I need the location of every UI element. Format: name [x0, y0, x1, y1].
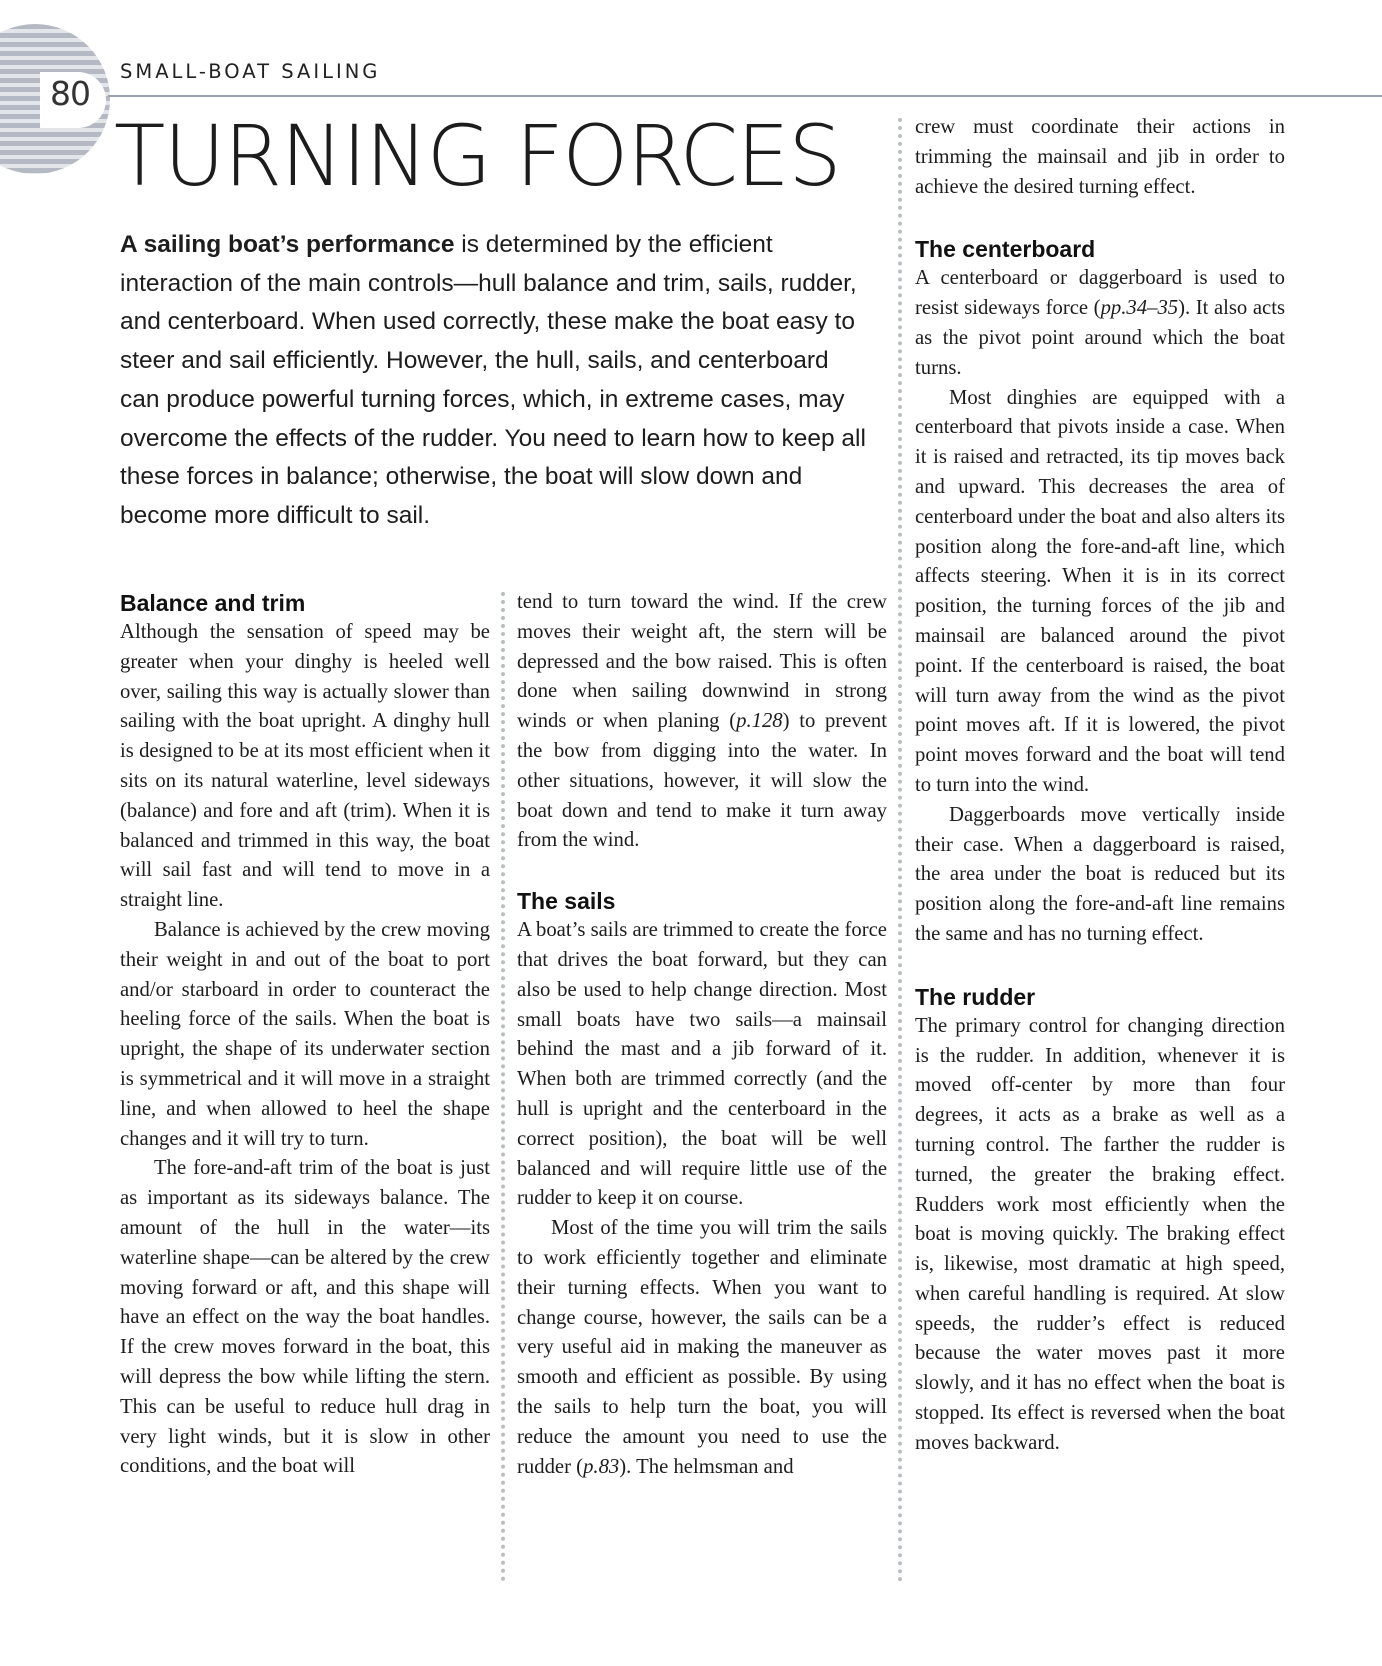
section-title: SMALL-BOAT SAILING: [120, 60, 381, 83]
page-title: TURNING FORCES: [114, 107, 841, 205]
balance-trim-paragraph-1: Although the sensation of speed may be greater when your dinghy is heeled well over, sailing this way is actually slower than sailing with the boat upright. A dinghy hull is designed to be at its most efficient when it sits on its natural waterline, level sideways (balance) and fore and aft (trim). When it is balanced and trimmed in this way, the boat will sail fast and will tend to move in a straight line.: [120, 621, 490, 912]
text-run: Most of the time you will trim the sails to work efficiently together and eliminate their turning effects. When you want to change course, however, the sails can be a very useful aid in making the maneuver as smooth and efficient as possible. By using the sails to help turn the boat, you will reduce the amount you need to use the rudder (: [517, 1217, 887, 1478]
sails-paragraph-2-continued: crew must coordinate their actions in trimming the mainsail and jib in order to achieve the desired turning effect.: [915, 116, 1285, 198]
heading-rudder: The rudder: [915, 983, 1036, 1010]
text-run: A centerboard or daggerboard is used to resist sideways force (: [915, 267, 1285, 320]
header-rule: [108, 95, 1382, 97]
column-3: [915, 113, 1285, 1459]
intro-lead: A sailing boat’s performance: [120, 231, 455, 258]
centerboard-paragraph-3: Daggerboards move vertically inside their case. When a daggerboard is raised, the area under the boat is reduced but its position along the fore-and-aft line remains the same and has no turning effect.: [915, 803, 1285, 945]
spacer: [517, 856, 887, 886]
column-2: [517, 588, 887, 1482]
heading-centerboard: The centerboard: [915, 236, 1096, 263]
centerboard-paragraph-1: [915, 264, 1285, 383]
intro-paragraph: [120, 226, 868, 536]
column-1: [120, 588, 490, 1482]
balance-trim-paragraph-3-continued: [517, 588, 887, 856]
balance-trim-paragraph-2: Balance is achieved by the crew moving their weight in and out of the boat to port and/or starboard in order to counteract the heeling force of the sails. When the boat is upright, the shape of its underwater section is symmetrical and it will move in a straight line, and when allowed to heel the shape changes and it will try to turn.: [120, 918, 490, 1150]
spacer: [915, 950, 1285, 982]
rudder-paragraph-1: The primary control for changing direction is the rudder. In addition, whenever it is moved off-center by more than four degrees, it acts as a brake as well as a turning control. The farther the rudder is turned, the greater the braking effect. Rudders work most efficiently when the boat is moving quickly. The braking effect is, likewise, most dramatic at high speed, when careful handling is required. At slow speeds, the rudder’s effect is reduced because the water moves past it more slowly, and it has no effect when the boat is stopped. Its effect is reversed when the boat moves backward.: [915, 1014, 1285, 1454]
page-reference: p.83: [583, 1455, 620, 1478]
page-reference: p.128: [736, 710, 783, 733]
spacer: [915, 202, 1285, 234]
balance-trim-paragraph-3: The fore-and-aft trim of the boat is just as important as its sideways balance. The amount of the hull in the water—its waterline shape—can be altered by the crew moving forward or aft, and this shape will have an effect on the way the boat handles. If the crew moves forward in the boat, this will depress the bow while lifting the stern. This can be useful to reduce hull drag in very light winds, but it is slow in other conditions, and the boat will: [120, 1157, 490, 1478]
sails-paragraph-2: [517, 1214, 887, 1482]
text-run: tend to turn toward the wind. If the crew moves their weight aft, the stern will be depressed and the bow raised. This is often done when sailing downwind in strong winds or when planing (: [517, 591, 887, 733]
text-run: ) to prevent the bow from digging into the water. In other situations, however, it will slow the boat down and tend to make it turn away from the wind.: [517, 710, 887, 852]
column-divider-1: [501, 592, 505, 1582]
page-reference: pp.34–35: [1100, 297, 1179, 320]
text-run: ). The helmsman and: [619, 1455, 794, 1478]
sails-paragraph-1: A boat’s sails are trimmed to create the force that drives the boat forward, but they can also be used to help change direction. Most small boats have two sails—a mainsail behind the mast and a jib forward of it. When both are trimmed correctly (and the hull is upright and the centerboard in the correct position), the boat will be well balanced and will require little use of the rudder to keep it on course.: [517, 919, 887, 1210]
column-divider-2: [898, 118, 902, 1583]
centerboard-paragraph-2: Most dinghies are equipped with a centerboard that pivots inside a case. When it is raised and retracted, its tip moves back and upward. This decreases the area of centerboard under the boat and also alters its position along the fore-and-aft line, which affects steering. When it is in its correct position, the turning forces of the jib and mainsail are balanced around the pivot point. If the centerboard is raised, the boat will turn away from the wind as the pivot point moves aft. If it is lowered, the pivot point moves forward and the boat will tend to turn into the wind.: [915, 386, 1285, 796]
text-run: ). It also acts as the pivot point around which the boat turns.: [915, 297, 1285, 379]
intro-text: is determined by the efficient interaction of the main controls—hull balance and trim, sails, rudder, and centerboard. When used correctly, these make the boat easy to steer and sail efficiently. However, the hull, sails, and centerboard can produce powerful turning forces, which, in extreme cases, may overcome the effects of the rudder. You need to learn how to keep all these forces in balance; otherwise, the boat will slow down and become more difficult to sail.: [120, 231, 866, 529]
page-number: 80: [50, 74, 90, 113]
heading-balance-trim: Balance and trim: [120, 590, 306, 616]
heading-sails: The sails: [517, 888, 616, 915]
